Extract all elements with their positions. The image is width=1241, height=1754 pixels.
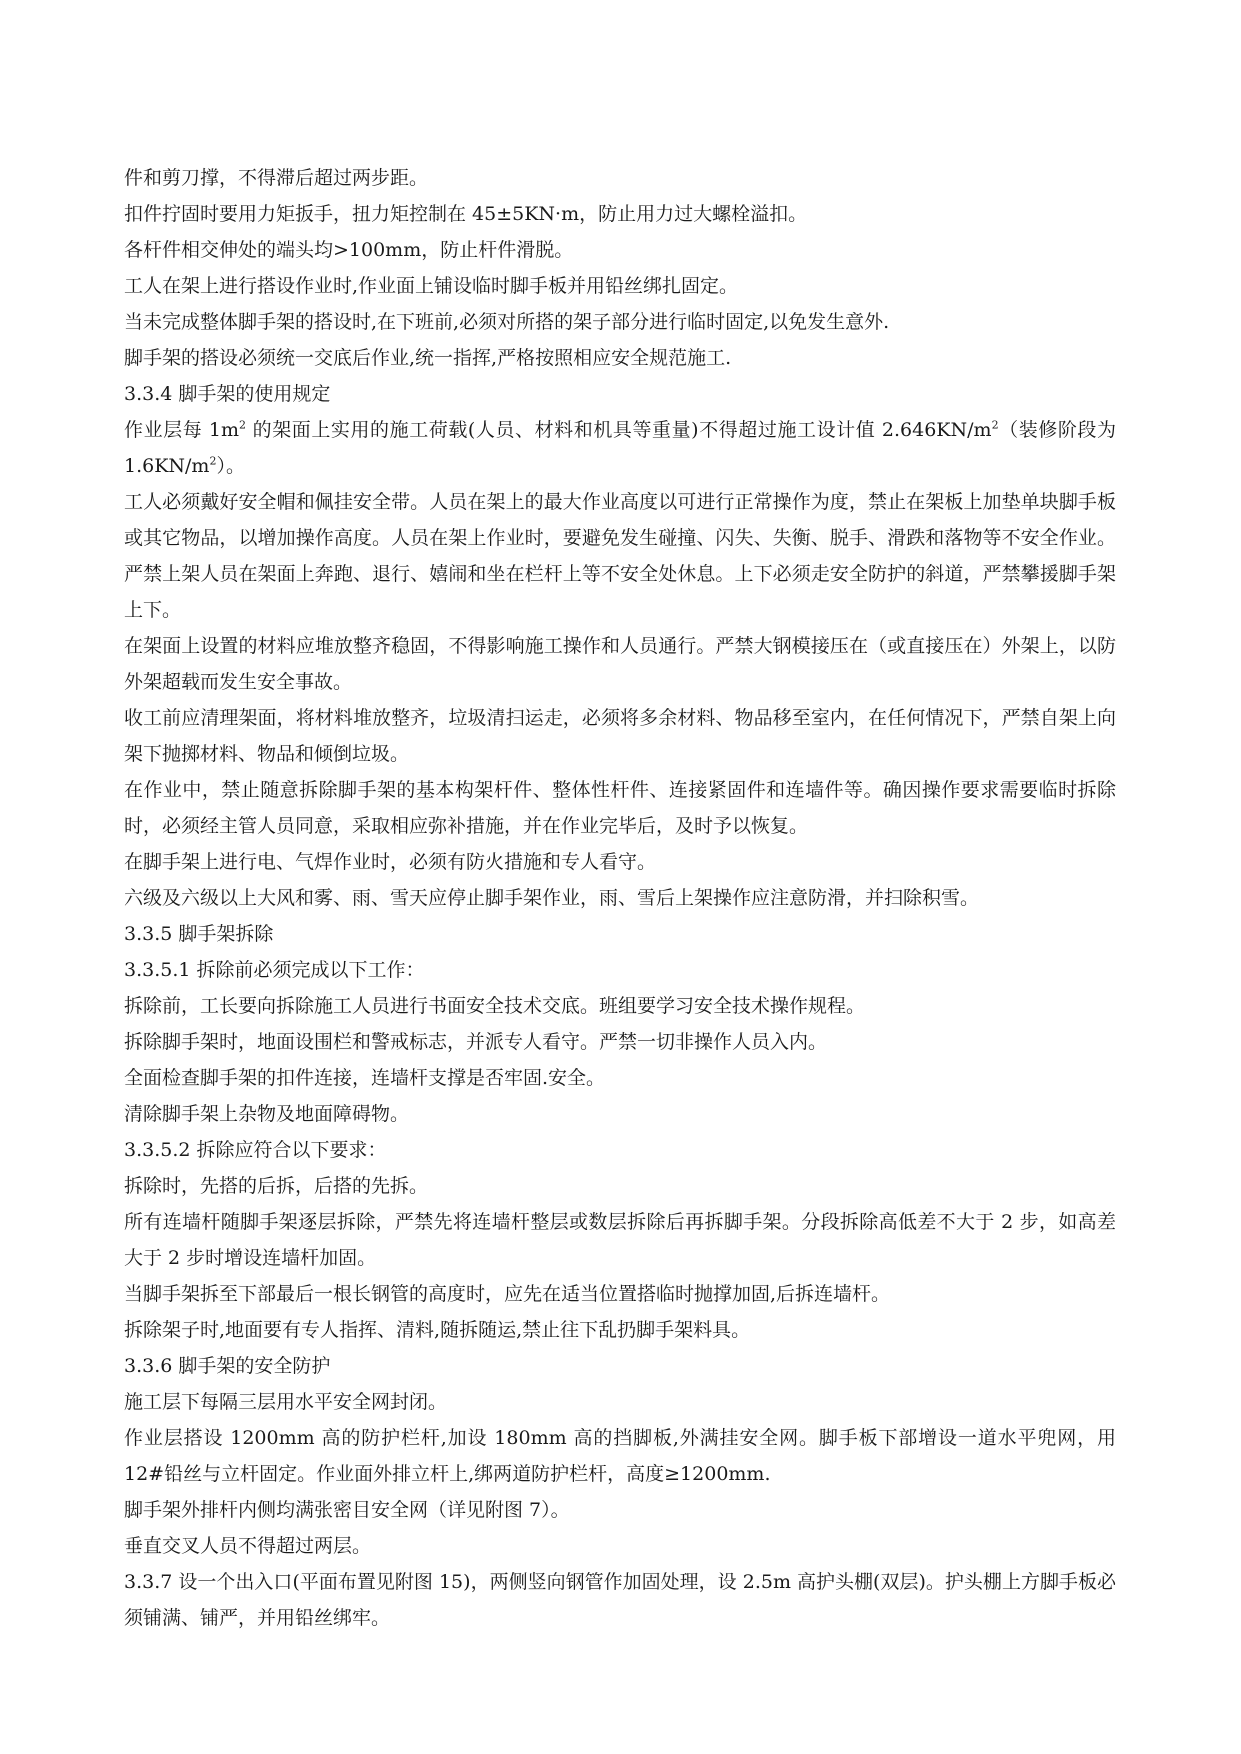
paragraph: 脚手架外排杆内侧均满张密目安全网（详见附图 7）。	[124, 1499, 570, 1521]
section-heading-3-3-4: 3.3.4 脚手架的使用规定	[124, 383, 331, 405]
paragraph: 全面检查脚手架的扣件连接，连墙杆支撑是否牢固.安全。	[124, 1067, 606, 1089]
paragraph-load-limit	[124, 412, 1116, 484]
paragraph: 各杆件相交伸处的端头均>100mm，防止杆件滑脱。	[124, 239, 574, 261]
section-heading-3-3-5-1: 3.3.5.1 拆除前必须完成以下工作：	[124, 959, 425, 981]
paragraph: 拆除架子时,地面要有专人指挥、清料,随拆随运,禁止往下乱扔脚手架料具。	[124, 1319, 751, 1341]
paragraph: 件和剪刀撑，不得滞后超过两步距。	[124, 167, 429, 189]
text-segment: 作业层每 1m	[124, 419, 240, 441]
section-heading-3-3-5-2: 3.3.5.2 拆除应符合以下要求：	[124, 1139, 387, 1161]
paragraph-3-3-7: 3.3.7 设一个出入口(平面布置见附图 15)，两侧竖向钢管作加固处理，设 2.5m 高护头棚(双层)。护头棚上方脚手板必须铺满、铺严，并用铅丝绑牢。	[124, 1571, 1116, 1629]
paragraph: 拆除脚手架时，地面设围栏和警戒标志，并派专人看守。严禁一切非操作人员入内。	[124, 1031, 828, 1053]
paragraph: 施工层下每隔三层用水平安全网封闭。	[124, 1391, 448, 1413]
paragraph: 收工前应清理架面，将材料堆放整齐，垃圾清扫运走，必须将多余材料、物品移至室内，在任何情况下，严禁自架上向架下抛掷材料、物品和倾倒垃圾。	[124, 707, 1116, 765]
section-heading-3-3-6: 3.3.6 脚手架的安全防护	[124, 1355, 331, 1377]
text-segment: 的架面上实用的施工荷载(人员、材料和机具等重量)不得超过施工设计值 2.646KN/m	[246, 419, 992, 441]
paragraph: 工人必须戴好安全帽和佩挂安全带。人员在架上的最大作业高度以可进行正常操作为度，禁止在架板上加垫单块脚手板或其它物品，以增加操作高度。人员在架上作业时，要避免发生碰撞、闪失、失衡、脱手、滑跌和落物等不安全作业。严禁上架人员在架面上奔跑、退行、嬉闹和坐在栏杆上等不安全处休息。上下必须走安全防护的斜道，严禁攀援脚手架上下。	[124, 491, 1116, 621]
paragraph: 扣件拧固时要用力矩扳手，扭力矩控制在 45±5KN·m，防止用力过大螺栓溢扣。	[124, 203, 808, 225]
text-segment: （装修阶段为 1.6KN/m	[124, 419, 1116, 477]
text-segment: ）。	[216, 455, 245, 477]
paragraph: 在脚手架上进行电、气焊作业时，必须有防火措施和专人看守。	[124, 851, 657, 873]
paragraph: 脚手架的搭设必须统一交底后作业,统一指挥,严格按照相应安全规范施工.	[124, 347, 732, 369]
paragraph: 当未完成整体脚手架的搭设时,在下班前,必须对所搭的架子部分进行临时固定,以免发生意外.	[124, 311, 890, 333]
document-body	[124, 160, 1116, 1636]
paragraph: 拆除时，先搭的后拆，后搭的先拆。	[124, 1175, 429, 1197]
paragraph: 所有连墙杆随脚手架逐层拆除，严禁先将连墙杆整层或数层拆除后再拆脚手架。分段拆除高低差不大于 2 步，如高差大于 2 步时增设连墙杆加固。	[124, 1211, 1116, 1269]
paragraph: 在作业中，禁止随意拆除脚手架的基本构架杆件、整体性杆件、连接紧固件和连墙件等。确因操作要求需要临时拆除时，必须经主管人员同意，采取相应弥补措施，并在作业完毕后，及时予以恢复。	[124, 779, 1116, 837]
paragraph: 六级及六级以上大风和雾、雨、雪天应停止脚手架作业，雨、雪后上架操作应注意防滑，并扫除积雪。	[124, 887, 980, 909]
paragraph: 垂直交叉人员不得超过两层。	[124, 1535, 372, 1557]
paragraph: 在架面上设置的材料应堆放整齐稳固，不得影响施工操作和人员通行。严禁大钢模接压在（或直接压在）外架上，以防外架超载而发生安全事故。	[124, 635, 1116, 693]
paragraph: 清除脚手架上杂物及地面障碍物。	[124, 1103, 410, 1125]
superscript: 2	[209, 454, 217, 468]
superscript: 2	[239, 418, 247, 432]
paragraph: 拆除前，工长要向拆除施工人员进行书面安全技术交底。班组要学习安全技术操作规程。	[124, 995, 866, 1017]
paragraph: 工人在架上进行搭设作业时,作业面上铺设临时脚手板并用铅丝绑扎固定。	[124, 275, 739, 297]
superscript: 2	[991, 418, 999, 432]
paragraph: 当脚手架拆至下部最后一根长钢管的高度时，应先在适当位置搭临时抛撑加固,后拆连墙杆。	[124, 1283, 891, 1305]
section-heading-3-3-5: 3.3.5 脚手架拆除	[124, 923, 274, 945]
paragraph: 作业层搭设 1200mm 高的防护栏杆,加设 180mm 高的挡脚板,外满挂安全网。脚手板下部增设一道水平兜网，用 12#铅丝与立杆固定。作业面外排立杆上,绑两道防护栏杆，高度≥1200mm.	[124, 1427, 1116, 1485]
